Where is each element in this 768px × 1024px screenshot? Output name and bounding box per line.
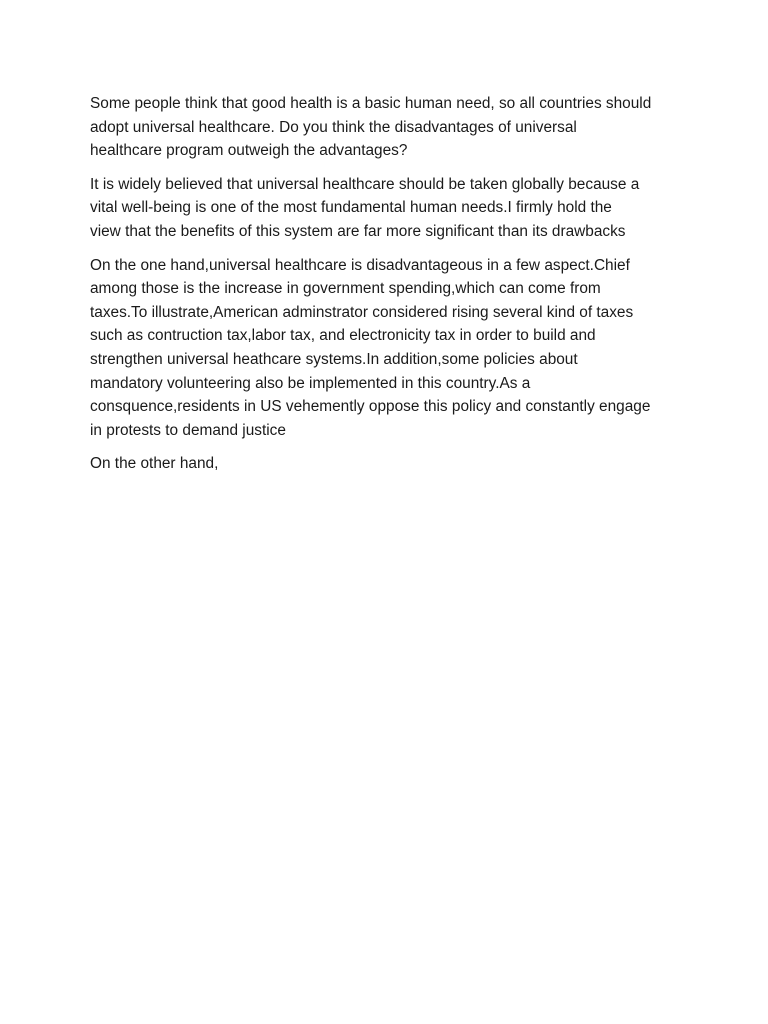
paragraph-line: such as contruction tax,labor tax, and electronicity tax in order to build and bbox=[90, 327, 596, 345]
paragraph-line: taxes.To illustrate,American adminstrator considered rising several kind of taxes bbox=[90, 303, 634, 321]
paragraph-line: healthcare program outweigh the advantages? bbox=[90, 142, 408, 160]
prompt-paragraph bbox=[90, 92, 682, 163]
document-body[interactable] bbox=[90, 92, 682, 486]
body-paragraph-disadvantages bbox=[90, 254, 682, 443]
paragraph-line: strengthen universal heathcare systems.In addition,some policies about bbox=[90, 350, 578, 368]
paragraph-line: consquence,residents in US vehemently oppose this policy and constantly engage bbox=[90, 398, 651, 416]
paragraph-line: mandatory volunteering also be implemented in this country.As a bbox=[90, 374, 531, 392]
paragraph-line: among those is the increase in government spending,which can come from bbox=[90, 280, 601, 298]
paragraph-line: adopt universal healthcare. Do you think the disadvantages of universal bbox=[90, 118, 577, 136]
introduction-paragraph bbox=[90, 173, 682, 244]
paragraph-line: On the other hand, bbox=[90, 455, 219, 473]
body-paragraph-advantages bbox=[90, 452, 682, 476]
paragraph-line: view that the benefits of this system are far more significant than its drawbacks bbox=[90, 222, 626, 240]
paragraph-line: Some people think that good health is a basic human need, so all countries should bbox=[90, 95, 652, 112]
paragraph-line: On the one hand,universal healthcare is disadvantageous in a few aspect.Chief bbox=[90, 256, 630, 274]
paragraph-line: in protests to demand justice bbox=[90, 421, 286, 439]
paragraph-line: It is widely believed that universal healthcare should be taken globally because a bbox=[90, 175, 640, 193]
paragraph-line: vital well-being is one of the most fundamental human needs.I firmly hold the bbox=[90, 199, 612, 217]
